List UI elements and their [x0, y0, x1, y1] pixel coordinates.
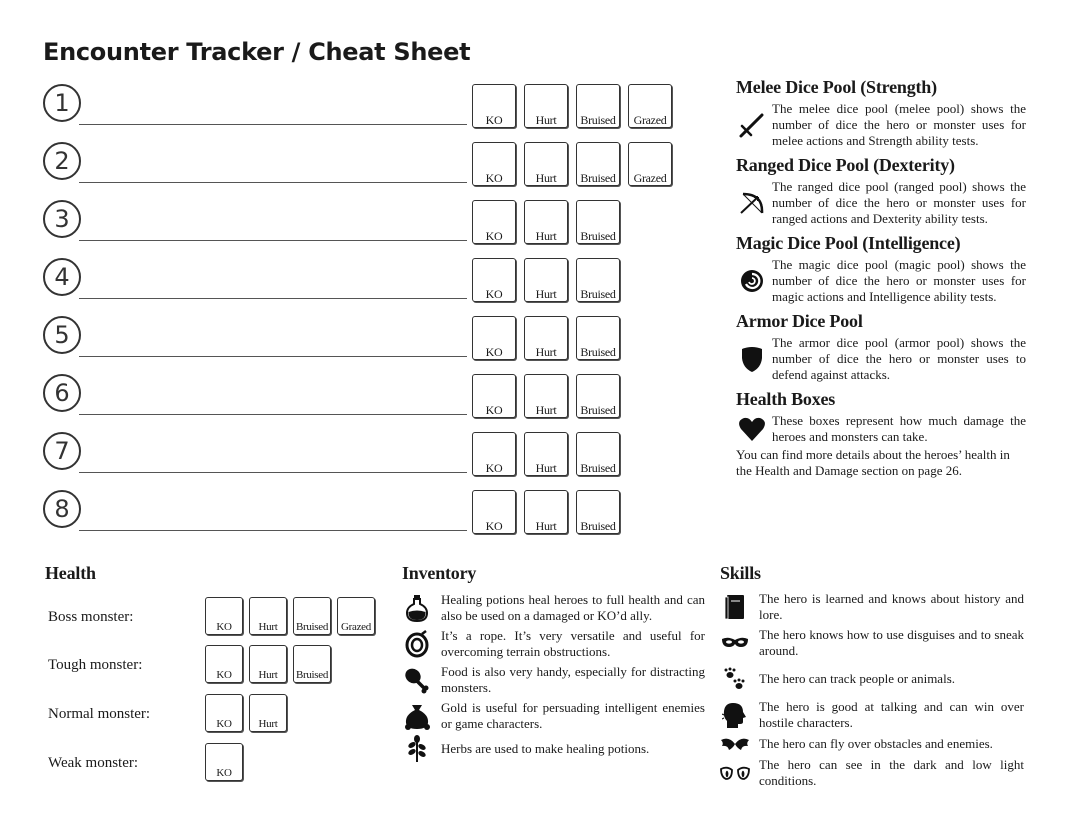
list-item [402, 590, 705, 626]
health-box-label: KO [216, 621, 232, 633]
health-box-label: Grazed [341, 621, 371, 633]
page-title: Encounter Tracker / Cheat Sheet [43, 38, 471, 66]
list-item [720, 697, 1024, 733]
section-title: Armor Dice Pool [736, 311, 863, 331]
health-box[interactable] [249, 597, 287, 635]
health-box-label: Hurt [535, 287, 557, 301]
health-box-label: Bruised [580, 171, 616, 185]
dice-pool-reference [736, 76, 1026, 484]
health-title: Health [45, 563, 96, 583]
list-item [720, 589, 1024, 625]
talking-head-icon [720, 700, 750, 730]
section-text: The melee dice pool (melee pool) shows the number of dice the hero or monster uses for melee actions and Strength ability tests. [772, 101, 1026, 148]
monster-health-row [48, 645, 388, 687]
health-boxes [472, 200, 620, 244]
health-box[interactable] [249, 645, 287, 683]
skills-title: Skills [720, 563, 761, 583]
inventory-text: Healing potions heal heroes to full health and can also be used on a damaged or KO’d ally. [441, 592, 705, 623]
health-box[interactable] [472, 374, 516, 418]
health-box[interactable] [576, 142, 620, 186]
inventory-text: Gold is useful for persuading intelligent enemies or game characters. [441, 700, 705, 731]
health-box[interactable] [524, 142, 568, 186]
health-box[interactable] [472, 258, 516, 302]
monster-health-row [48, 743, 388, 785]
health-box[interactable] [524, 316, 568, 360]
sword-icon [736, 109, 768, 141]
health-box[interactable] [524, 432, 568, 476]
skill-text: The hero can track people or animals. [759, 671, 955, 686]
paw-tracks-icon [720, 664, 750, 694]
section-text: The ranged dice pool (ranged pool) shows the number of dice the hero or monster uses for ranged actions and Dexterity ability tests. [772, 179, 1026, 226]
rope-icon [402, 629, 432, 659]
row-number: 6 [43, 374, 81, 412]
tracker-row [43, 84, 683, 134]
health-box-label: Hurt [258, 621, 278, 633]
health-footnote: You can find more details about the heroes’ health in the Health and Damage section on page 26. [736, 447, 1010, 478]
list-item [402, 662, 705, 698]
health-box-label: KO [485, 171, 503, 185]
potion-icon [402, 593, 432, 623]
health-boxes [472, 432, 620, 476]
health-box-label: Grazed [633, 113, 667, 127]
section-text: The magic dice pool (magic pool) shows the number of dice the hero or monster uses for magic actions and Intelligence ability tests. [772, 257, 1026, 304]
section-text: These boxes represent how much damage the heroes and monsters can take. [772, 413, 1026, 444]
health-box[interactable] [205, 694, 243, 732]
monster-label: Tough monster: [48, 657, 143, 673]
skill-text: The hero is learned and knows about history and lore. [759, 591, 1024, 622]
inventory-text: It’s a rope. It’s very versatile and useful for overcoming terrain obstructions. [441, 628, 705, 659]
health-boxes [472, 84, 672, 128]
ranged-pool-section [736, 154, 1026, 227]
health-box[interactable] [472, 432, 516, 476]
health-box[interactable] [524, 258, 568, 302]
health-box[interactable] [205, 743, 243, 781]
health-box[interactable] [524, 374, 568, 418]
list-item [402, 734, 705, 764]
name-line[interactable] [79, 182, 467, 183]
monster-label: Normal monster: [48, 706, 151, 722]
health-box[interactable] [249, 694, 287, 732]
food-drumstick-icon [402, 665, 432, 695]
row-number: 4 [43, 258, 81, 296]
herb-icon [402, 734, 432, 764]
health-box[interactable] [576, 258, 620, 302]
health-box[interactable] [472, 200, 516, 244]
health-box[interactable] [628, 84, 672, 128]
name-line[interactable] [79, 472, 467, 473]
monster-label: Boss monster: [48, 609, 134, 625]
tracker-row [43, 432, 683, 482]
list-item [402, 626, 705, 662]
health-box[interactable] [576, 200, 620, 244]
health-box[interactable] [576, 490, 620, 534]
skill-text: The hero can fly over obstacles and enemies. [759, 736, 993, 751]
list-item [720, 755, 1024, 791]
health-box-label: Hurt [535, 461, 557, 475]
list-item [720, 661, 1024, 697]
health-box-label: KO [216, 767, 232, 779]
health-box-label: Hurt [258, 718, 278, 730]
section-title: Ranged Dice Pool (Dexterity) [736, 155, 955, 175]
health-box-label: Bruised [580, 461, 616, 475]
tracker-row [43, 200, 683, 250]
health-box[interactable] [524, 84, 568, 128]
health-box-label: Hurt [258, 669, 278, 681]
health-box[interactable] [576, 374, 620, 418]
row-number: 1 [43, 84, 81, 122]
wings-icon [720, 729, 750, 759]
inventory-list [402, 590, 705, 764]
health-boxes-section [736, 388, 1026, 479]
health-box[interactable] [628, 142, 672, 186]
eyes-icon [720, 758, 750, 788]
health-boxes [472, 258, 620, 302]
health-box-label: KO [216, 669, 232, 681]
health-box[interactable] [524, 490, 568, 534]
health-box[interactable] [205, 597, 243, 635]
health-boxes [472, 316, 620, 360]
monster-health-row [48, 694, 388, 736]
heart-icon [736, 413, 768, 445]
health-box-label: Bruised [580, 113, 616, 127]
section-title: Health Boxes [736, 389, 836, 409]
name-line[interactable] [79, 298, 467, 299]
name-line[interactable] [79, 124, 467, 125]
health-box-label: Bruised [580, 403, 616, 417]
inventory-text: Food is also very handy, especially for distracting monsters. [441, 664, 705, 695]
health-boxes [205, 743, 243, 781]
health-box-label: Hurt [535, 345, 557, 359]
section-title: Melee Dice Pool (Strength) [736, 77, 937, 97]
gold-bag-icon [402, 701, 432, 731]
health-box-label: KO [485, 229, 503, 243]
skills-list [720, 589, 1024, 791]
magic-swirl-icon [736, 265, 768, 297]
health-box-label: Hurt [535, 403, 557, 417]
health-box[interactable] [472, 490, 516, 534]
row-number: 7 [43, 432, 81, 470]
health-box-label: Bruised [580, 287, 616, 301]
health-box[interactable] [472, 316, 516, 360]
skill-text: The hero is good at talking and can win over hostile characters. [759, 699, 1024, 730]
health-boxes [472, 490, 620, 534]
row-number: 2 [43, 142, 81, 180]
row-number: 3 [43, 200, 81, 238]
health-boxes [472, 374, 620, 418]
health-box-label: Bruised [295, 669, 329, 681]
health-box[interactable] [576, 432, 620, 476]
health-box-label: Hurt [535, 229, 557, 243]
row-number: 8 [43, 490, 81, 528]
inventory-title: Inventory [402, 563, 477, 583]
skill-text: The hero can see in the dark and low light conditions. [759, 757, 1024, 788]
health-box[interactable] [293, 597, 331, 635]
health-box-label: Bruised [580, 345, 616, 359]
tracker-row [43, 374, 683, 424]
health-box-label: Bruised [295, 621, 329, 633]
name-line[interactable] [79, 530, 467, 531]
health-box-label: Grazed [633, 171, 667, 185]
name-line[interactable] [79, 414, 467, 415]
book-icon [720, 592, 750, 622]
health-box-label: Hurt [535, 113, 557, 127]
inventory-text: Herbs are used to make healing potions. [441, 741, 650, 756]
mask-icon [720, 628, 750, 658]
health-box-label: KO [485, 345, 503, 359]
section-title: Magic Dice Pool (Intelligence) [736, 233, 961, 253]
health-box-label: KO [485, 287, 503, 301]
health-boxes [205, 694, 287, 732]
tracker-row [43, 490, 683, 540]
health-box[interactable] [524, 200, 568, 244]
section-text: The armor dice pool (armor pool) shows the number of dice the hero or monster uses to defend against attacks. [772, 335, 1026, 382]
health-box[interactable] [472, 142, 516, 186]
name-line[interactable] [79, 356, 467, 357]
list-item [402, 698, 705, 734]
tracker-row [43, 258, 683, 308]
health-box-label: KO [485, 403, 503, 417]
health-box[interactable] [472, 84, 516, 128]
health-box-label: KO [216, 718, 232, 730]
monster-label: Weak monster: [48, 755, 139, 771]
health-box[interactable] [293, 645, 331, 683]
health-box-label: Bruised [580, 229, 616, 243]
health-box-label: KO [485, 461, 503, 475]
list-item [720, 733, 1024, 755]
health-box[interactable] [205, 645, 243, 683]
health-box[interactable] [576, 84, 620, 128]
row-number: 5 [43, 316, 81, 354]
health-box[interactable] [337, 597, 375, 635]
tracker-row [43, 316, 683, 366]
skill-text: The hero knows how to use disguises and to sneak around. [759, 627, 1024, 658]
health-box-label: KO [485, 113, 503, 127]
health-box[interactable] [576, 316, 620, 360]
health-boxes [472, 142, 672, 186]
armor-pool-section [736, 310, 1026, 383]
monster-health-row [48, 597, 388, 639]
health-box-label: Bruised [580, 519, 616, 533]
magic-pool-section [736, 232, 1026, 305]
name-line[interactable] [79, 240, 467, 241]
shield-icon [736, 343, 768, 375]
health-box-label: Hurt [535, 171, 557, 185]
health-boxes [205, 597, 375, 635]
bow-icon [736, 187, 768, 219]
health-box-label: KO [485, 519, 503, 533]
tracker-row [43, 142, 683, 192]
health-boxes [205, 645, 331, 683]
list-item [720, 625, 1024, 661]
melee-pool-section [736, 76, 1026, 149]
health-box-label: Hurt [535, 519, 557, 533]
